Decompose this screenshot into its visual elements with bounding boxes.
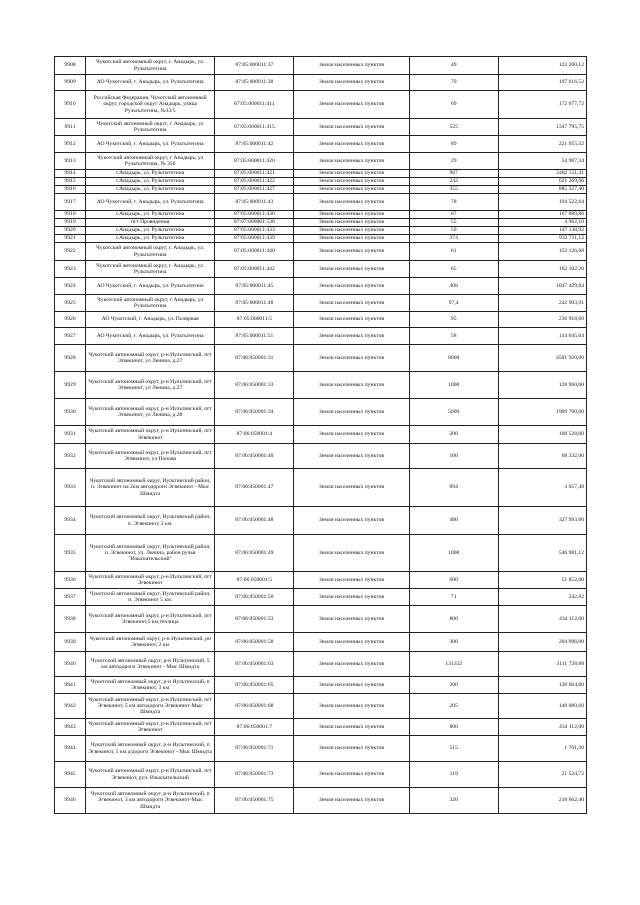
address-cell: Чукотский автономный округ, р-н Иультинский, пгт Эгвекинот, ул Попова [86,444,215,469]
land-category-cell: Земли населенных пунктов [294,194,409,211]
row-number: 9940 [55,652,86,677]
cadastral-number-cell: 87:06:050001:31 [215,345,294,372]
address-cell: Чукотский автономный округ, Иультинский район, п. Эгвекинот 5 км. [86,589,215,606]
row-number: 9909 [55,75,86,91]
cadastral-number-cell: 87:05:000011:430 [215,211,294,219]
address-cell: АО Чукотский, г. Анадырь, ул. Рультытегина [86,194,215,211]
area-cell: 600 [409,572,498,589]
address-cell: Чукотский автономный округ, р-н Иультинский, пгт Эгвекинот,5 км,теплица [86,606,215,633]
land-category-cell: Земли населенных пунктов [294,119,409,136]
row-number: 9917 [55,194,86,211]
table-row [55,211,587,219]
land-category-cell: Земли населенных пунктов [294,57,409,75]
cadastral-number-cell: 87:06:050001:34 [215,399,294,426]
cadastral-cost-cell: 51 852,00 [498,572,586,589]
address-cell: Российская Федерация, Чукотский автономный округ, городской округ Анадырь, улица Рультытегина, №33/5 [86,91,215,119]
land-category-cell: Земли населенных пунктов [294,170,409,178]
row-number: 9943 [55,719,86,736]
cadastral-number-cell: 87:06:050001:68 [215,694,294,719]
cadastral-number-cell: 87:05:000011:38 [215,75,294,91]
cadastral-number-cell: 87:05:000011:45 [215,278,294,295]
table-row [55,170,587,178]
area-cell: 200 [409,677,498,694]
area-cell: 100 [409,444,498,469]
area-cell: 69 [409,91,498,119]
table-row [55,677,587,694]
row-number: 9918 [55,211,86,219]
row-number: 9946 [55,788,86,814]
table-row [55,278,587,295]
table-row [55,261,587,278]
area-cell: 525 [409,119,498,136]
cadastral-number-cell: 87:05:000011:415 [215,119,294,136]
area-cell: 800 [409,719,498,736]
cadastral-number-cell: 87:06:050001:50 [215,589,294,606]
row-number: 9920 [55,227,86,235]
address-cell: г.Анадырь, ул. Рультытегина [86,186,215,194]
address-cell: Чукотский автономный округ, р-н Иультинский, п Эгвекинот, 3 км [86,677,215,694]
area-cell: 967 [409,170,498,178]
area-cell: 8000 [409,345,498,372]
land-category-cell: Земли населенных пунктов [294,278,409,295]
area-cell: 800 [409,606,498,633]
cadastral-number-cell: 87:06:050001:47 [215,469,294,507]
area-cell: 78 [409,194,498,211]
land-category-cell: Земли населенных пунктов [294,444,409,469]
table-row [55,469,587,507]
address-cell: пгт Провидения [86,219,215,227]
land-register-table [54,56,587,814]
table-row [55,694,587,719]
land-category-cell: Земли населенных пунктов [294,75,409,91]
cadastral-cost-cell: 194 522,64 [498,194,586,211]
table-row [55,153,587,170]
table-row [55,633,587,652]
register-body [55,57,587,814]
area-cell: 59 [409,227,498,235]
land-category-cell: Земли населенных пунктов [294,788,409,814]
cadastral-cost-cell: 172 077,72 [498,91,586,119]
area-cell: 65 [409,261,498,278]
row-number: 9926 [55,312,86,328]
cadastral-cost-cell: 3 057,48 [498,469,586,507]
area-cell: 55 [409,219,498,227]
table-row [55,736,587,762]
row-number: 9939 [55,633,86,652]
cadastral-cost-cell: 621 269,66 [498,178,586,186]
cadastral-cost-cell: 54 987,34 [498,153,586,170]
land-category-cell: Земли населенных пунктов [294,312,409,328]
cadastral-number-cell: 87:05:000011:420 [215,153,294,170]
address-cell: г.Анадырь, ул. Рультытегина [86,211,215,219]
area-cell: 515 [409,736,498,762]
cadastral-number-cell: 87:06:050001:5 [215,572,294,589]
area-cell: 200 [409,426,498,444]
address-cell: Чукотский автономный округ, г. Анадырь, ул. Рультытегина [86,243,215,261]
row-number: 9938 [55,606,86,633]
table-row [55,762,587,788]
cadastral-cost-cell: 221 955,32 [498,136,586,153]
land-category-cell: Земли населенных пунктов [294,219,409,227]
land-category-cell: Земли населенных пунктов [294,719,409,736]
cadastral-number-cell: 87:05:000011:433 [215,227,294,235]
cadastral-cost-cell: 1047 429,84 [498,278,586,295]
address-cell: Чукотский автономный округ, г Анадырь, ул Рультытегина, № 356 [86,153,215,170]
row-number: 9923 [55,261,86,278]
table-row [55,194,587,211]
area-cell: 79 [409,75,498,91]
land-category-cell: Земли населенных пунктов [294,762,409,788]
land-category-cell: Земли населенных пунктов [294,227,409,235]
land-category-cell: Земли населенных пунктов [294,372,409,399]
row-number: 9921 [55,235,86,243]
cadastral-cost-cell: 68 332,00 [498,444,586,469]
row-number: 9908 [55,57,86,75]
table-row [55,136,587,153]
cadastral-cost-cell: 204 996,00 [498,633,586,652]
row-number: 9910 [55,91,86,119]
cadastral-number-cell: 87:06:050001:63 [215,652,294,677]
area-cell: 131352 [409,652,498,677]
address-cell: АО Чукотский, г. Анадырь, ул. Рультытегина [86,75,215,91]
cadastral-cost-cell: 218 662,40 [498,788,586,814]
address-cell: Чукотский автономный округ, р-н Иультинский, пгт Эгвекинот, ул Ленина, д.27 [86,345,215,372]
cadastral-cost-cell: 546 981,12 [498,535,586,572]
land-category-cell: Земли населенных пунктов [294,633,409,652]
table-row [55,91,587,119]
cadastral-number-cell: 87:06:050001:73 [215,762,294,788]
row-number: 9927 [55,328,86,345]
cadastral-cost-cell: 242,82 [498,589,586,606]
cadastral-cost-cell: 4501 920,00 [498,345,586,372]
cadastral-number-cell: 87:06:050001:75 [215,788,294,814]
table-row [55,399,587,426]
cadastral-number-cell: 87:06:050001:53 [215,606,294,633]
address-cell: Чукотский автономный округ, р-н Иультинский, пгт Эгвекинот [86,719,215,736]
table-row [55,345,587,372]
area-cell: 355 [409,186,498,194]
row-number: 9919 [55,219,86,227]
table-row [55,444,587,469]
table-row [55,328,587,345]
area-cell: 408 [409,278,498,295]
address-cell: г.Анадырь, ул. Рультытегина [86,170,215,178]
table-row [55,219,587,227]
cadastral-number-cell: 87:06:050001:4 [215,426,294,444]
land-category-cell: Земли населенных пунктов [294,136,409,153]
area-cell: 205 [409,694,498,719]
cadastral-number-cell: 87:05:000011:411 [215,91,294,119]
area-cell: 119 [409,762,498,788]
cadastral-cost-cell: 327 993,60 [498,507,586,535]
cadastral-number-cell: 87:05:000011:421 [215,170,294,178]
address-cell: Чукотский автономный округ, р-н Иультинский, пгт Эгвекинот, руч. Изыскательский [86,762,215,788]
table-row [55,652,587,677]
area-cell: 5000 [409,399,498,426]
table-row [55,119,587,136]
cadastral-cost-cell: 885 327,40 [498,186,586,194]
cadastral-number-cell: 87:05:000011:5 [215,312,294,328]
address-cell: г.Анадырь, ул. Рультытегина [86,235,215,243]
row-number: 9934 [55,507,86,535]
cadastral-cost-cell: 197 016,52 [498,75,586,91]
cadastral-cost-cell: 152 126,68 [498,243,586,261]
table-row [55,295,587,312]
land-category-cell: Земли населенных пунктов [294,589,409,606]
table-row [55,589,587,606]
address-cell: Чукотский автономный округ, г. Анадырь, ул. Рультытегина [86,261,215,278]
cadastral-cost-cell: 242 903,91 [498,295,586,312]
row-number: 9913 [55,153,86,170]
cadastral-number-cell: 87:05:000011:422 [215,178,294,186]
address-cell: Чукотский автономный округ, р-н Иультинский, рп Эгвекинот, 2 км [86,633,215,652]
area-cell: 95 [409,312,498,328]
address-cell: Чукотский автономный округ, р-н Иультинский, пгт Эгвекинот [86,426,215,444]
address-cell: г.Анадырь, ул. Рультытегина [86,227,215,235]
cadastral-cost-cell: 147 138,92 [498,227,586,235]
cadastral-number-cell: 87:05:000011:440 [215,243,294,261]
land-category-cell: Земли населенных пунктов [294,186,409,194]
table-row [55,426,587,444]
cadastral-cost-cell: 1347 795,75 [498,119,586,136]
address-cell: АО Чукотский, г. Анадырь, ул. Полярная [86,312,215,328]
row-number: 9914 [55,170,86,178]
area-cell: 58 [409,328,498,345]
cadastral-cost-cell: 932 711,12 [498,235,586,243]
cadastral-cost-cell: 108 528,00 [498,426,586,444]
land-category-cell: Земли населенных пунктов [294,426,409,444]
address-cell: Чукотский автономный округ, р-н Иультинский, пгт Эгвекинот, ул Ленина, д.28 [86,399,215,426]
area-cell: 374 [409,235,498,243]
area-cell: 61 [409,243,498,261]
row-number: 9937 [55,589,86,606]
land-category-cell: Земли населенных пунктов [294,211,409,219]
land-category-cell: Земли населенных пунктов [294,345,409,372]
address-cell: Чукотский автономный округ, р-н Иультинский, п Эгвекинот, 5 км а/дороги Эгвекинот - Мыс Шмидта [86,736,215,762]
area-cell: 242 [409,178,498,186]
address-cell: АО Чукотский, г. Анадырь, ул. Рультытегина [86,136,215,153]
cadastral-cost-cell: 2482 511,41 [498,170,586,178]
land-category-cell: Земли населенных пунктов [294,328,409,345]
cadastral-cost-cell: 236 918,60 [498,312,586,328]
area-cell: 97,4 [409,295,498,312]
register-table [54,56,587,814]
land-category-cell: Земли населенных пунктов [294,694,409,719]
area-cell: 67 [409,211,498,219]
cadastral-number-cell: 87:05:000011:43 [215,194,294,211]
area-cell: 1008 [409,535,498,572]
row-number: 9936 [55,572,86,589]
row-number: 9911 [55,119,86,136]
land-category-cell: Земли населенных пунктов [294,736,409,762]
row-number: 9933 [55,469,86,507]
table-row [55,57,587,75]
address-cell: АО Чукотский, г. Анадырь, ул. Рультытегина [86,328,215,345]
cadastral-number-cell: 87:05:000011:48 [215,295,294,312]
land-category-cell: Земли населенных пунктов [294,507,409,535]
cadastral-cost-cell: 167 089,86 [498,211,586,219]
cadastral-number-cell: 87:06:050001:71 [215,736,294,762]
cadastral-number-cell: 87:05:000011:51 [215,328,294,345]
table-row [55,75,587,91]
area-cell: 71 [409,589,498,606]
land-category-cell: Земли населенных пунктов [294,295,409,312]
cadastral-cost-cell: 434 112,00 [498,719,586,736]
cadastral-number-cell: 87:06:050001:33 [215,372,294,399]
cadastral-number-cell: 87:06:050001:65 [215,677,294,694]
area-cell: 29 [409,153,498,170]
table-row [55,606,587,633]
area-cell: 480 [409,507,498,535]
row-number: 9931 [55,426,86,444]
land-category-cell: Земли населенных пунктов [294,399,409,426]
cadastral-number-cell: 87:07:000001:538 [215,219,294,227]
address-cell: Чукотский автономный округ, Иультинский район, п. Эгвекинот на 2км автодороги Эгвекинот - Мыс Шмидта [86,469,215,507]
address-cell: Чукотский автономный округ, г Анадырь, ул Рультытегина [86,295,215,312]
row-number: 9945 [55,762,86,788]
row-number: 9916 [55,186,86,194]
area-cell: 894 [409,469,498,507]
cadastral-cost-cell: 122 200,12 [498,57,586,75]
table-row [55,372,587,399]
address-cell: Чукотский автономный округ, р-н Иультинский, п Эгвекинот, 3 км автодороги Эгвекинот-Мыс Шмидта [86,788,215,814]
cadastral-number-cell: 87:05:000011:37 [215,57,294,75]
row-number: 9944 [55,736,86,762]
land-category-cell: Земли населенных пунктов [294,535,409,572]
cadastral-cost-cell: 3111 728,88 [498,652,586,677]
area-cell: 1000 [409,372,498,399]
cadastral-cost-cell: 162 102,20 [498,261,586,278]
cadastral-number-cell: 87:05:000011:42 [215,136,294,153]
land-category-cell: Земли населенных пунктов [294,572,409,589]
cadastral-number-cell: 87:05:000011:427 [215,186,294,194]
table-row [55,572,587,589]
address-cell: Чукотский автономный округ, р-н Иультинский, 5 км автодороги Эгвекинот - Мыс Шмидта [86,652,215,677]
row-number: 9930 [55,399,86,426]
table-row [55,719,587,736]
row-number: 9941 [55,677,86,694]
address-cell: Чукотский автономный округ, р-н Иультинский, пгт Эгвекинот, ул Ленина, д.27 [86,372,215,399]
land-category-cell: Земли населенных пунктов [294,91,409,119]
row-number: 9924 [55,278,86,295]
cadastral-cost-cell: 1909 700,00 [498,399,586,426]
address-cell: Чукотский автономный округ, г. Анадырь, ул. Рультытегина [86,57,215,75]
table-row [55,507,587,535]
cadastral-cost-cell: 140 080,60 [498,694,586,719]
cadastral-cost-cell: 4 962,10 [498,219,586,227]
cadastral-number-cell: 87:06:050001:48 [215,507,294,535]
address-cell: Чукотский автономный округ, Иультинский район, п. Эгвекинот, 2 км. [86,507,215,535]
cadastral-number-cell: 87:05:000011:442 [215,261,294,278]
address-cell: Чукотский автономный округ, р-н Иультинский, пгт Эгвекинот, 5 км автодороги Эгвекинот-Мыс Шмидта [86,694,215,719]
table-row [55,178,587,186]
cadastral-number-cell: 87:06:050001:40 [215,444,294,469]
area-cell: 300 [409,633,498,652]
land-category-cell: Земли населенных пунктов [294,243,409,261]
row-number: 9928 [55,345,86,372]
table-row [55,535,587,572]
table-row [55,312,587,328]
land-category-cell: Земли населенных пунктов [294,606,409,633]
cadastral-cost-cell: 1 761,30 [498,736,586,762]
address-cell: Чукотский автономный округ, р-н Иультинский, пгт Эгвекинот [86,572,215,589]
land-category-cell: Земли населенных пунктов [294,677,409,694]
cadastral-cost-cell: 144 645,04 [498,328,586,345]
table-row [55,235,587,243]
cadastral-cost-cell: 434 112,00 [498,606,586,633]
cadastral-number-cell: 87:05:000011:439 [215,235,294,243]
land-category-cell: Земли населенных пунктов [294,469,409,507]
row-number: 9915 [55,178,86,186]
area-cell: 89 [409,136,498,153]
row-number: 9922 [55,243,86,261]
cadastral-number-cell: 87:06:050001:58 [215,633,294,652]
area-cell: 320 [409,788,498,814]
cadastral-cost-cell: 21 524,72 [498,762,586,788]
address-cell: Чукотский автономный округ, Иультинский район, п. Эгвекинот, ул. Ленина, район ручья "Изыскательский" [86,535,215,572]
cadastral-number-cell: 87:06:050001:49 [215,535,294,572]
land-category-cell: Земли населенных пунктов [294,178,409,186]
row-number: 9935 [55,535,86,572]
cadastral-number-cell: 87:06:050001:7 [215,719,294,736]
land-category-cell: Земли населенных пунктов [294,652,409,677]
table-row [55,186,587,194]
land-category-cell: Земли населенных пунктов [294,153,409,170]
land-category-cell: Земли населенных пунктов [294,235,409,243]
table-row [55,788,587,814]
row-number: 9942 [55,694,86,719]
row-number: 9912 [55,136,86,153]
cadastral-cost-cell: 128 960,00 [498,372,586,399]
table-row [55,227,587,235]
land-category-cell: Земли населенных пунктов [294,261,409,278]
cadastral-cost-cell: 136 664,00 [498,677,586,694]
address-cell: Чукотский автономный округ, г. Анадырь, ул Рультытегина [86,119,215,136]
row-number: 9929 [55,372,86,399]
address-cell: АО Чукотский, г. Анадырь, ул. Рультытегина [86,278,215,295]
row-number: 9925 [55,295,86,312]
table-row [55,243,587,261]
address-cell: г.Анадырь, ул. Рультытегина [86,178,215,186]
area-cell: 49 [409,57,498,75]
row-number: 9932 [55,444,86,469]
